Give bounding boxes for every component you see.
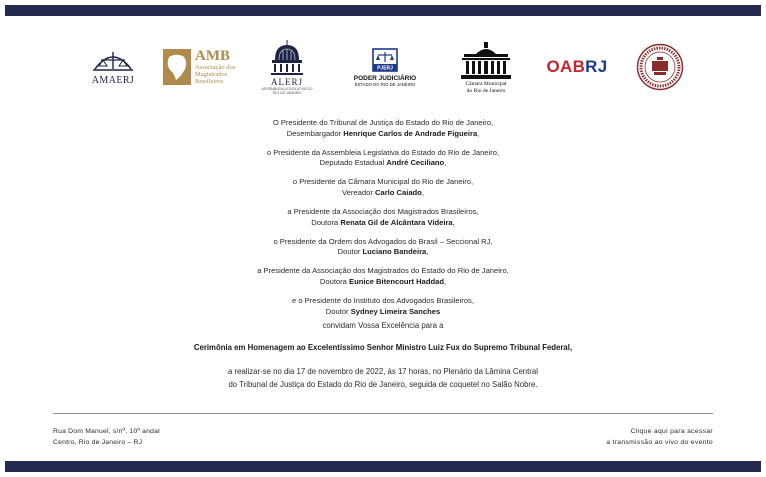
pjerj-logo — [343, 36, 427, 98]
scales-of-justice-icon — [91, 49, 135, 73]
top-band — [5, 5, 761, 16]
host-role: o Presidente da Câmara Municipal do Rio de Janeiro, — [292, 177, 474, 187]
amaerj-logo — [85, 36, 141, 98]
host-title: Vereador — [342, 187, 373, 197]
logo-row — [85, 36, 685, 98]
host-name: Carlo Caiado — [374, 187, 422, 197]
host-entry: a Presidente da Associação dos Magistrados do Estado do Rio de Janeiro, Doutora Eunice Bitencourt Haddad, — [0, 266, 766, 287]
host-title: Doutora — [319, 277, 347, 287]
invitation-line: convidam Vossa Excelência para a — [322, 321, 444, 330]
host-name: Luciano Bandeira — [362, 247, 427, 257]
host-entry: o Presidente da Ordem dos Advogados do Brasil – Seccional RJ, Doutor Luciano Bandeira, — [0, 237, 766, 258]
host-name: Sydney Limeira Sanches — [350, 306, 441, 316]
host-name: André Ceciliano — [386, 158, 445, 168]
address-line-2: Centro, Rio de Janeiro – RJ — [53, 438, 143, 446]
pj-subtitle: ESTADO DO RIO DE JANEIRO — [354, 81, 416, 87]
amb-line-3: Brasileiros — [195, 78, 224, 85]
amb-logo — [163, 36, 241, 98]
amb-line-2: Magistrados — [195, 71, 228, 78]
host-role: a Presidente da Associação dos Magistrados do Estado do Rio de Janeiro, — [257, 266, 509, 276]
host-entry: O Presidente do Tribunal de Justiça do Estado do Rio de Janeiro, Desembargador Henrique Carlos de Andrade Figueira, — [0, 118, 766, 139]
host-role: a Presidente da Associação dos Magistrados Brasileiros, — [287, 207, 479, 217]
event-title-text: Cerimônia em Homenagem ao Excelentíssimo Senhor Ministro Luiz Fux do Supremo Tribunal Federal — [193, 343, 570, 352]
bottom-band — [5, 461, 761, 472]
oabrj-wordmark — [546, 57, 607, 77]
pjerj-mark: PJERJ — [377, 65, 393, 71]
stream-line-1: Clique aqui para acessar — [630, 428, 713, 435]
rj-text: RJ — [585, 57, 608, 76]
event-details — [0, 366, 766, 391]
amb-line-1: Associação dos — [195, 64, 236, 71]
iab-logo — [635, 36, 685, 98]
amb-wordmark: AMB — [195, 48, 230, 64]
footer-divider — [53, 413, 713, 414]
address-line-1: Rua Dom Manuel, s/nº, 10º andar — [53, 428, 161, 435]
stream-line-2: a transmissão ao vivo do evento — [606, 438, 713, 446]
iab-seal-icon — [636, 43, 684, 91]
event-title: Cerimônia em Homenagem ao Excelentíssimo Senhor Ministro Luiz Fux do Supremo Tribunal Federal, — [193, 343, 573, 352]
alerj-logo — [261, 36, 313, 98]
host-title: Deputado Estadual — [319, 158, 385, 168]
camara-logo — [457, 36, 515, 98]
host-name: Renata Gil de Alcântara Videira — [340, 217, 453, 227]
host-entry: o Presidente da Assembleia Legislativa do Estado do Rio de Janeiro, Deputado Estadual André Ceciliano, — [0, 148, 766, 169]
court-emblem-icon — [370, 48, 400, 72]
details-line-2: do Tribunal de Justiça do Estado do Rio de Janeiro, seguida de coquetel no Salão Nobre. — [228, 379, 538, 389]
camara-line-1: Câmara Municipal — [465, 81, 507, 87]
host-title: Doutor — [325, 306, 349, 316]
brazil-map-icon — [163, 49, 191, 85]
oab-text: OAB — [546, 57, 586, 76]
host-title: Desembargador — [286, 128, 342, 138]
host-entry — [0, 296, 766, 317]
amaerj-wordmark: AMAERJ — [91, 74, 135, 86]
alerj-subtitle: ASSEMBLEIA LEGISLATIVA DO RIO DE JANEIRO — [261, 86, 313, 95]
host-entry: a Presidente da Associação dos Magistrados Brasileiros, Doutora Renata Gil de Alcântara Videira, — [0, 207, 766, 228]
host-role: O Presidente do Tribunal de Justiça do Estado do Rio de Janeiro, — [272, 118, 494, 127]
address-block — [53, 427, 161, 448]
host-name: Henrique Carlos de Andrade Figueira — [343, 128, 478, 138]
host-name: Eunice Bitencourt Haddad — [349, 277, 444, 287]
camara-line-2: do Rio de Janeiro — [466, 88, 506, 94]
hosts-list — [0, 118, 766, 326]
host-entry: o Presidente da Câmara Municipal do Rio de Janeiro, Vereador Carlo Caiado, — [0, 177, 766, 198]
host-role: e o Presidente do Instituto dos Advogados Brasileiros, — [292, 296, 474, 306]
oabrj-logo — [537, 36, 617, 98]
host-title: Doutor — [337, 247, 361, 257]
pj-title: PODER JUDICIÁRIO — [353, 74, 417, 82]
live-stream-link[interactable] — [606, 427, 713, 448]
host-role: o Presidente da Ordem dos Advogados do Brasil – Seccional RJ, — [273, 236, 493, 246]
host-title: Doutora — [311, 217, 339, 227]
host-role: o Presidente da Assembleia Legislativa do Estado do Rio de Janeiro, — [266, 147, 500, 157]
dome-building-icon — [267, 40, 307, 76]
details-line-1: a realizar-se no dia 17 de novembro de 2022, às 17 horas, no Plenário da Lâmina Central — [228, 367, 538, 376]
alerj-wordmark: ALERJ — [271, 76, 303, 87]
palace-building-icon — [460, 40, 512, 80]
